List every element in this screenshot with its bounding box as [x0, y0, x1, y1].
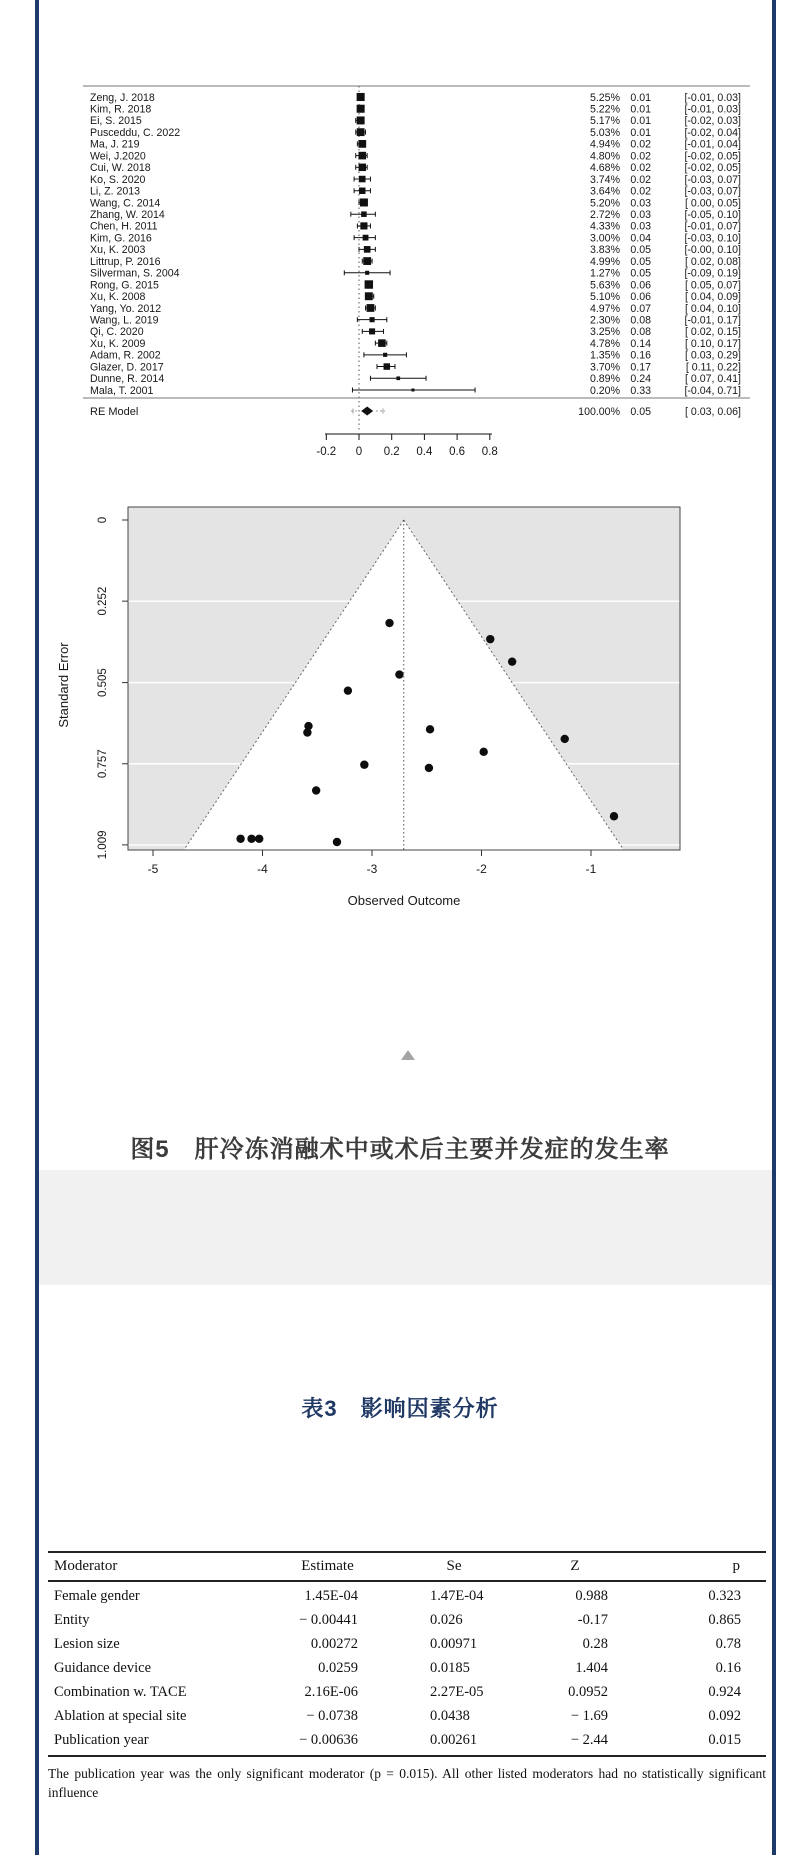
svg-text:[ 0.11, 0.22]: [ 0.11, 0.22]: [685, 361, 741, 374]
svg-text:Silverman, S. 2004: Silverman, S. 2004: [90, 267, 180, 280]
forest-row: [90, 256, 741, 268]
forest-row: [90, 361, 741, 373]
moderator-value: 0.28: [582, 1635, 608, 1652]
svg-text:-1: -1: [585, 862, 597, 876]
svg-text:-0.2: -0.2: [316, 446, 337, 458]
svg-text:0.08: 0.08: [630, 314, 651, 327]
study-square-marker: [357, 116, 365, 124]
svg-text:4.97%: 4.97%: [589, 302, 620, 315]
svg-text:[-0.00, 0.10]: [-0.00, 0.10]: [684, 244, 741, 257]
svg-text:0.01: 0.01: [630, 103, 651, 116]
forest-row: [90, 127, 741, 139]
moderator-value: 0.0438: [430, 1707, 470, 1724]
funnel-point: [385, 619, 393, 627]
table3-row: [48, 1584, 766, 1608]
x-axis-label: Observed Outcome: [347, 893, 461, 908]
moderator-value: 0.0185: [430, 1659, 470, 1676]
moderator-value: 0.16: [715, 1659, 741, 1676]
svg-text:[ 0.03, 0.06]: [ 0.03, 0.06]: [685, 406, 741, 418]
svg-text:4.99%: 4.99%: [589, 255, 620, 268]
svg-text:[-0.04, 0.71]: [-0.04, 0.71]: [684, 384, 741, 397]
table3-col-header: Se: [446, 1558, 462, 1574]
svg-text:RE Model: RE Model: [90, 406, 139, 418]
funnel-point: [360, 761, 368, 769]
svg-text:-5: -5: [147, 862, 159, 876]
svg-text:0.04: 0.04: [630, 232, 651, 245]
svg-text:0.05: 0.05: [630, 255, 651, 268]
table3-row: [48, 1680, 766, 1704]
forest-row: [90, 232, 741, 244]
svg-text:[-0.09, 0.19]: [-0.09, 0.19]: [684, 267, 741, 280]
forest-row: [90, 385, 741, 397]
funnel-point: [561, 735, 569, 743]
svg-text:0.01: 0.01: [630, 115, 651, 128]
table3-footnote: The publication year was the only significant moderator (p = 0.015). All other listed moderators had no statistically significant influence: [48, 1766, 766, 1800]
funnel-point: [395, 670, 403, 678]
study-square-marker: [378, 339, 386, 347]
svg-text:0.01: 0.01: [630, 126, 651, 139]
moderator-value: − 2.44: [570, 1731, 608, 1748]
svg-text:-3: -3: [366, 862, 378, 876]
svg-text:Wei, J.2020: Wei, J.2020: [90, 150, 146, 163]
svg-text:0.757: 0.757: [97, 749, 109, 779]
forest-row: [90, 186, 741, 198]
forest-summary-row: [90, 406, 741, 418]
svg-text:3.83%: 3.83%: [589, 244, 620, 257]
moderator-value: 0.015: [708, 1731, 741, 1748]
svg-text:3.25%: 3.25%: [589, 326, 620, 339]
svg-text:0.01: 0.01: [630, 91, 651, 104]
svg-text:0.252: 0.252: [97, 586, 109, 616]
svg-text:Mala, T. 2001: Mala, T. 2001: [90, 384, 154, 397]
svg-text:0.89%: 0.89%: [589, 373, 620, 386]
moderator-value: 0.0952: [568, 1683, 608, 1700]
svg-text:4.33%: 4.33%: [589, 220, 620, 233]
svg-text:Zhang, W. 2014: Zhang, W. 2014: [90, 209, 165, 221]
svg-text:[-0.02, 0.05]: [-0.02, 0.05]: [684, 162, 741, 175]
moderator-value: 0.78: [715, 1635, 741, 1652]
svg-text:4.80%: 4.80%: [589, 150, 620, 163]
study-square-marker: [357, 93, 365, 101]
study-square-marker: [365, 280, 373, 288]
svg-text:[-0.01, 0.07]: [-0.01, 0.07]: [684, 220, 741, 233]
moderator-value: 0.00272: [310, 1635, 358, 1652]
svg-text:Adam, R. 2002: Adam, R. 2002: [90, 349, 161, 362]
study-square-marker: [383, 353, 387, 357]
moderator-value: 0.865: [708, 1611, 741, 1628]
table3-row: [48, 1608, 766, 1632]
moderator-value: 2.16E-06: [304, 1683, 358, 1700]
svg-text:0.05: 0.05: [630, 406, 651, 418]
svg-text:1.27%: 1.27%: [589, 267, 620, 280]
funnel-point: [255, 835, 263, 843]
forest-row: [90, 314, 741, 326]
moderator-value: 0.092: [708, 1707, 741, 1724]
moderator-value: − 0.0738: [306, 1707, 358, 1724]
table3: [48, 1551, 766, 1802]
section-divider-band: [39, 1170, 772, 1285]
svg-text:5.22%: 5.22%: [589, 103, 620, 116]
svg-text:0.8: 0.8: [481, 446, 498, 458]
funnel-plot: [40, 495, 740, 915]
moderator-name: Guidance device: [54, 1659, 152, 1676]
moderator-value: 0.00261: [430, 1731, 478, 1748]
svg-text:Wang, L. 2019: Wang, L. 2019: [90, 314, 159, 327]
svg-text:Littrup, P. 2016: Littrup, P. 2016: [90, 255, 161, 268]
svg-text:Kim, R. 2018: Kim, R. 2018: [90, 103, 152, 116]
study-square-marker: [361, 211, 367, 217]
svg-text:Yang, Yo. 2012: Yang, Yo. 2012: [90, 302, 162, 315]
svg-text:0: 0: [97, 516, 109, 524]
funnel-point: [312, 786, 320, 794]
svg-text:0.4: 0.4: [416, 446, 433, 458]
svg-text:-2: -2: [476, 862, 487, 876]
svg-text:Glazer, D. 2017: Glazer, D. 2017: [90, 361, 164, 374]
svg-text:3.74%: 3.74%: [589, 173, 620, 186]
study-square-marker: [363, 257, 371, 265]
svg-text:0.14: 0.14: [630, 337, 651, 350]
study-square-marker: [359, 176, 366, 183]
study-square-marker: [364, 246, 371, 253]
moderator-name: Lesion size: [54, 1635, 120, 1652]
study-square-marker: [369, 328, 375, 334]
svg-text:[ 0.04, 0.09]: [ 0.04, 0.09]: [685, 291, 741, 304]
forest-row: [90, 115, 741, 127]
forest-row: [90, 174, 741, 186]
svg-text:0.07: 0.07: [630, 302, 651, 315]
svg-text:0.33: 0.33: [630, 384, 651, 397]
svg-text:Qi, C. 2020: Qi, C. 2020: [90, 326, 144, 339]
funnel-point: [426, 725, 434, 733]
svg-text:[-0.02, 0.03]: [-0.02, 0.03]: [684, 115, 741, 128]
svg-text:5.10%: 5.10%: [589, 291, 620, 304]
table3-col-header: Moderator: [54, 1558, 118, 1574]
svg-text:-4: -4: [257, 862, 268, 876]
svg-text:[-0.03, 0.07]: [-0.03, 0.07]: [684, 185, 741, 198]
svg-text:[-0.02, 0.05]: [-0.02, 0.05]: [684, 150, 741, 163]
moderator-value: 0.00971: [430, 1635, 478, 1652]
svg-text:Xu, K. 2003: Xu, K. 2003: [90, 244, 146, 257]
svg-text:[-0.03, 0.07]: [-0.03, 0.07]: [684, 173, 741, 186]
forest-row: [90, 162, 741, 174]
funnel-point: [344, 686, 352, 694]
moderator-value: − 1.69: [570, 1707, 608, 1724]
funnel-point: [303, 728, 311, 736]
svg-text:[-0.05, 0.10]: [-0.05, 0.10]: [684, 209, 741, 221]
moderator-value: − 0.00636: [299, 1731, 358, 1748]
forest-row: [90, 139, 741, 151]
study-square-marker: [365, 271, 369, 275]
triangle-up-icon[interactable]: [401, 1050, 415, 1060]
svg-text:0.6: 0.6: [449, 446, 466, 458]
svg-text:[-0.01, 0.03]: [-0.01, 0.03]: [684, 91, 741, 104]
svg-text:4.68%: 4.68%: [589, 162, 620, 175]
study-square-marker: [411, 389, 414, 392]
svg-text:Cui, W. 2018: Cui, W. 2018: [90, 162, 151, 175]
svg-text:[ 0.03, 0.29]: [ 0.03, 0.29]: [685, 349, 741, 362]
table3-col-header: p: [732, 1558, 740, 1574]
moderator-name: Entity: [54, 1611, 90, 1628]
svg-text:0.17: 0.17: [630, 361, 651, 374]
svg-text:0.05: 0.05: [630, 267, 651, 280]
funnel-point: [486, 635, 494, 643]
svg-text:[-0.01, 0.03]: [-0.01, 0.03]: [684, 103, 741, 116]
svg-text:[ 0.05, 0.07]: [ 0.05, 0.07]: [685, 279, 741, 292]
svg-text:0.02: 0.02: [630, 150, 651, 163]
funnel-point: [508, 657, 516, 665]
moderator-value: 0.924: [708, 1683, 741, 1700]
forest-row: [90, 209, 741, 221]
study-square-marker: [359, 188, 365, 194]
svg-text:5.17%: 5.17%: [589, 115, 620, 128]
svg-text:0.02: 0.02: [630, 162, 651, 175]
svg-text:[-0.01, 0.04]: [-0.01, 0.04]: [684, 138, 741, 151]
moderator-value: -0.17: [577, 1611, 608, 1628]
svg-text:0.02: 0.02: [630, 185, 651, 198]
forest-row: [90, 244, 741, 256]
svg-text:Zeng, J. 2018: Zeng, J. 2018: [90, 91, 155, 104]
study-square-marker: [360, 222, 367, 229]
moderator-value: 1.45E-04: [304, 1587, 358, 1604]
svg-text:100.00%: 100.00%: [578, 406, 620, 418]
svg-text:[-0.03, 0.10]: [-0.03, 0.10]: [684, 232, 741, 245]
svg-text:[ 0.07, 0.41]: [ 0.07, 0.41]: [685, 373, 741, 386]
forest-row: [90, 326, 741, 338]
svg-text:5.20%: 5.20%: [589, 197, 620, 210]
study-square-marker: [357, 128, 365, 136]
forest-row: [90, 303, 741, 315]
svg-text:0.24: 0.24: [630, 373, 651, 386]
moderator-value: 0.0259: [318, 1659, 358, 1676]
svg-text:Ma, J. 219: Ma, J. 219: [90, 138, 140, 151]
forest-row: [90, 350, 741, 362]
forest-plot: [80, 78, 760, 473]
y-axis-label: Standard Error: [56, 642, 71, 728]
svg-text:Xu, K. 2009: Xu, K. 2009: [90, 337, 146, 350]
table3-col-header: Estimate: [301, 1558, 354, 1574]
svg-text:[-0.02, 0.04]: [-0.02, 0.04]: [684, 126, 741, 139]
svg-text:Rong, G. 2015: Rong, G. 2015: [90, 279, 159, 292]
moderator-value: 0.323: [708, 1587, 741, 1604]
moderator-value: 2.27E-05: [430, 1683, 484, 1700]
svg-text:3.64%: 3.64%: [589, 185, 620, 198]
table3-row: [48, 1656, 766, 1680]
funnel-point: [247, 835, 255, 843]
page-border-left: [35, 0, 39, 1855]
svg-text:[ 0.00, 0.05]: [ 0.00, 0.05]: [685, 197, 741, 210]
svg-text:0: 0: [355, 446, 363, 458]
svg-text:0.03: 0.03: [630, 197, 651, 210]
forest-row: [90, 268, 741, 280]
svg-text:Xu, K. 2008: Xu, K. 2008: [90, 291, 146, 304]
forest-row: [90, 92, 741, 104]
table3-row: [48, 1704, 766, 1728]
svg-text:Chen, H. 2011: Chen, H. 2011: [90, 220, 158, 233]
study-square-marker: [384, 363, 391, 370]
moderator-name: Ablation at special site: [54, 1707, 187, 1724]
table3-title: 表3 影响因素分析: [301, 1396, 499, 1421]
svg-text:2.72%: 2.72%: [589, 209, 620, 221]
svg-text:Wang, C. 2014: Wang, C. 2014: [90, 197, 161, 210]
study-square-marker: [357, 105, 365, 113]
summary-diamond-marker: [361, 407, 373, 416]
svg-text:[-0.01, 0.17]: [-0.01, 0.17]: [684, 314, 741, 327]
study-square-marker: [360, 198, 368, 206]
svg-text:Li, Z. 2013: Li, Z. 2013: [90, 185, 141, 198]
forest-row: [90, 291, 741, 303]
svg-text:0.02: 0.02: [630, 173, 651, 186]
svg-text:3.70%: 3.70%: [589, 361, 620, 374]
forest-row: [90, 338, 741, 350]
svg-text:Ko, S. 2020: Ko, S. 2020: [90, 173, 146, 186]
study-square-marker: [365, 292, 373, 300]
study-square-marker: [358, 140, 366, 148]
funnel-point: [333, 838, 341, 846]
page-border-right: [772, 0, 776, 1855]
svg-text:Pusceddu, C. 2022: Pusceddu, C. 2022: [90, 126, 181, 139]
svg-text:[ 0.10, 0.17]: [ 0.10, 0.17]: [685, 337, 741, 350]
funnel-point: [236, 835, 244, 843]
forest-row: [90, 221, 741, 233]
moderator-name: Combination w. TACE: [54, 1683, 187, 1700]
moderator-value: − 0.00441: [299, 1611, 358, 1628]
table3-row: [48, 1728, 766, 1752]
figure5-caption: 图5 肝冷冻消融术中或术后主要并发症的发生率: [130, 1136, 670, 1163]
moderator-value: 1.47E-04: [430, 1587, 484, 1604]
moderator-value: 1.404: [575, 1659, 608, 1676]
svg-text:[ 0.02, 0.15]: [ 0.02, 0.15]: [685, 326, 741, 339]
svg-text:[ 0.02, 0.08]: [ 0.02, 0.08]: [685, 255, 741, 268]
moderator-name: Female gender: [54, 1587, 140, 1604]
svg-text:0.06: 0.06: [630, 291, 651, 304]
study-square-marker: [367, 304, 375, 312]
svg-text:5.25%: 5.25%: [589, 91, 620, 104]
svg-text:Dunne, R. 2014: Dunne, R. 2014: [90, 373, 165, 386]
table3-col-header: Z: [570, 1558, 580, 1574]
svg-text:0.05: 0.05: [630, 244, 651, 257]
funnel-point: [610, 812, 618, 820]
svg-text:4.78%: 4.78%: [589, 337, 620, 350]
forest-row: [90, 373, 741, 385]
svg-text:5.03%: 5.03%: [589, 126, 620, 139]
forest-row: [90, 197, 741, 209]
svg-text:1.35%: 1.35%: [589, 349, 620, 362]
table3-body: [48, 1582, 766, 1757]
funnel-point: [425, 764, 433, 772]
moderator-value: 0.988: [575, 1587, 608, 1604]
svg-text:4.94%: 4.94%: [589, 138, 620, 151]
moderator-name: Publication year: [54, 1731, 149, 1748]
svg-text:5.63%: 5.63%: [589, 279, 620, 292]
svg-text:Kim, G. 2016: Kim, G. 2016: [90, 232, 152, 245]
forest-row: [90, 279, 741, 291]
study-square-marker: [363, 235, 369, 241]
funnel-point: [479, 748, 487, 756]
svg-text:2.30%: 2.30%: [589, 314, 620, 327]
svg-text:0.03: 0.03: [630, 209, 651, 221]
svg-text:0.02: 0.02: [630, 138, 651, 151]
svg-text:[ 0.04, 0.10]: [ 0.04, 0.10]: [685, 302, 741, 315]
svg-text:0.2: 0.2: [383, 446, 400, 458]
table3-row: [48, 1632, 766, 1656]
svg-text:0.20%: 0.20%: [589, 384, 620, 397]
svg-text:0.03: 0.03: [630, 220, 651, 233]
svg-text:0.06: 0.06: [630, 279, 651, 292]
forest-row: [90, 150, 741, 162]
svg-text:0.505: 0.505: [97, 668, 109, 698]
study-square-marker: [359, 164, 366, 171]
svg-text:3.00%: 3.00%: [589, 232, 620, 245]
svg-text:0.08: 0.08: [630, 326, 651, 339]
moderator-value: 0.026: [430, 1611, 463, 1628]
svg-text:1.009: 1.009: [97, 830, 109, 860]
study-square-marker: [358, 152, 366, 160]
forest-row: [90, 104, 741, 116]
svg-text:Ei, S. 2015: Ei, S. 2015: [90, 115, 142, 128]
study-square-marker: [370, 317, 375, 322]
table3-header-row: [48, 1551, 766, 1582]
svg-text:0.16: 0.16: [630, 349, 651, 362]
study-square-marker: [396, 376, 400, 380]
